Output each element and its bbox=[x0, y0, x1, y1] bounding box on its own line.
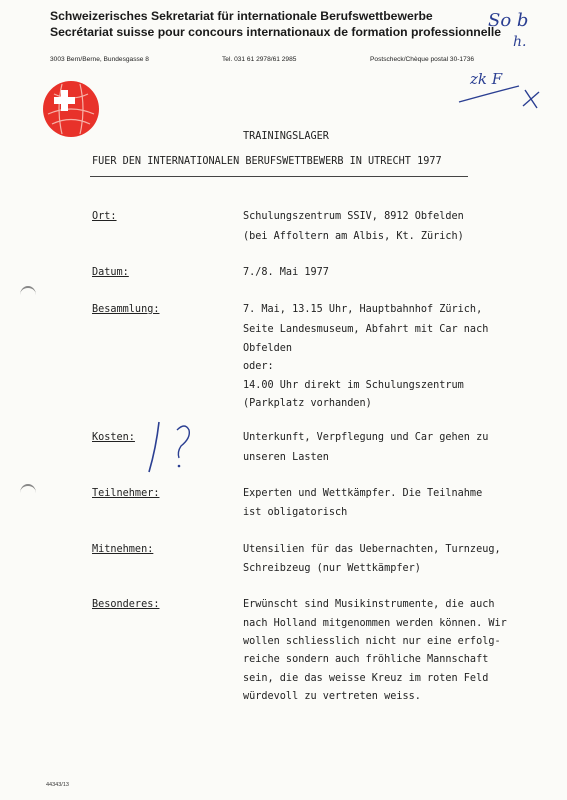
label-datum: Datum: bbox=[92, 267, 129, 278]
besammlung-line-6: (Parkplatz vorhanden) bbox=[243, 398, 372, 409]
org-name-german: Schweizerisches Sekretariat für internationale Berufswettbewerbe bbox=[50, 9, 433, 23]
teilnehmer-line-1: Experten und Wettkämpfer. Die Teilnahme bbox=[243, 488, 483, 499]
document-subtitle: FUER DEN INTERNATIONALEN BERUFSWETTBEWERB IN UTRECHT 1977 bbox=[92, 156, 442, 167]
address: 3003 Bern/Berne, Bundesgasse 8 bbox=[50, 56, 149, 63]
besammlung-line-4: oder: bbox=[243, 361, 274, 372]
besammlung-line-5: 14.00 Uhr direkt im Schulungszentrum bbox=[243, 380, 464, 391]
form-code: 44343/13 bbox=[46, 782, 69, 788]
handwritten-note-top: So b bbox=[488, 10, 529, 31]
label-besammlung: Besammlung: bbox=[92, 304, 160, 315]
kosten-line-1: Unterkunft, Verpflegung und Car gehen zu bbox=[243, 432, 489, 443]
kosten-line-2: unseren Lasten bbox=[243, 452, 329, 463]
title-underline bbox=[90, 176, 468, 177]
label-mitnehmen: Mitnehmen: bbox=[92, 544, 154, 555]
label-kosten: Kosten: bbox=[92, 432, 135, 443]
besonderes-line-1: Erwünscht sind Musikinstrumente, die auch bbox=[243, 599, 495, 610]
handwritten-strokes-icon bbox=[455, 72, 545, 112]
swiss-cross-logo-icon bbox=[42, 80, 100, 138]
besonderes-line-4: reiche sondern auch fröhliche Mannschaft bbox=[243, 654, 489, 665]
besonderes-line-6: würdevoll zu vertreten weiss. bbox=[243, 691, 421, 702]
handwritten-question-mark-icon bbox=[145, 418, 195, 474]
label-besonderes: Besonderes: bbox=[92, 599, 160, 610]
label-ort: Ort: bbox=[92, 211, 117, 222]
punch-hole-mark bbox=[20, 484, 36, 502]
punch-hole-mark bbox=[20, 286, 36, 304]
handwritten-initials: zk F bbox=[470, 70, 503, 88]
besonderes-line-3: wollen schliesslich nicht nur eine erfolg- bbox=[243, 636, 501, 647]
besammlung-line-3: Obfelden bbox=[243, 343, 293, 354]
document-title: TRAININGSLAGER bbox=[243, 131, 329, 142]
org-name-french: Secrétariat suisse pour concours internationaux de formation professionnelle bbox=[50, 25, 502, 39]
handwritten-note-top-2: h. bbox=[513, 34, 527, 50]
mitnehmen-line-2: Schreibzeug (nur Wettkämpfer) bbox=[243, 563, 421, 574]
teilnehmer-line-2: ist obligatorisch bbox=[243, 507, 348, 518]
besonderes-line-5: sein, die das weisse Kreuz im roten Feld bbox=[243, 673, 489, 684]
phone: Tel. 031 61 2978/61 2985 bbox=[222, 56, 297, 63]
label-teilnehmer: Teilnehmer: bbox=[92, 488, 160, 499]
mitnehmen-line-1: Utensilien für das Uebernachten, Turnzeug, bbox=[243, 544, 501, 555]
besonderes-line-2: nach Holland mitgenommen werden können. Wir bbox=[243, 618, 507, 629]
ort-line-1: Schulungszentrum SSIV, 8912 Obfelden bbox=[243, 211, 464, 222]
besammlung-line-1: 7. Mai, 13.15 Uhr, Hauptbahnhof Zürich, bbox=[243, 304, 483, 315]
postal-account: Postscheck/Chèque postal 30-1736 bbox=[370, 56, 475, 63]
datum-line-1: 7./8. Mai 1977 bbox=[243, 267, 329, 278]
besammlung-line-2: Seite Landesmuseum, Abfahrt mit Car nach bbox=[243, 324, 489, 335]
ort-line-2: (bei Affoltern am Albis, Kt. Zürich) bbox=[243, 231, 464, 242]
